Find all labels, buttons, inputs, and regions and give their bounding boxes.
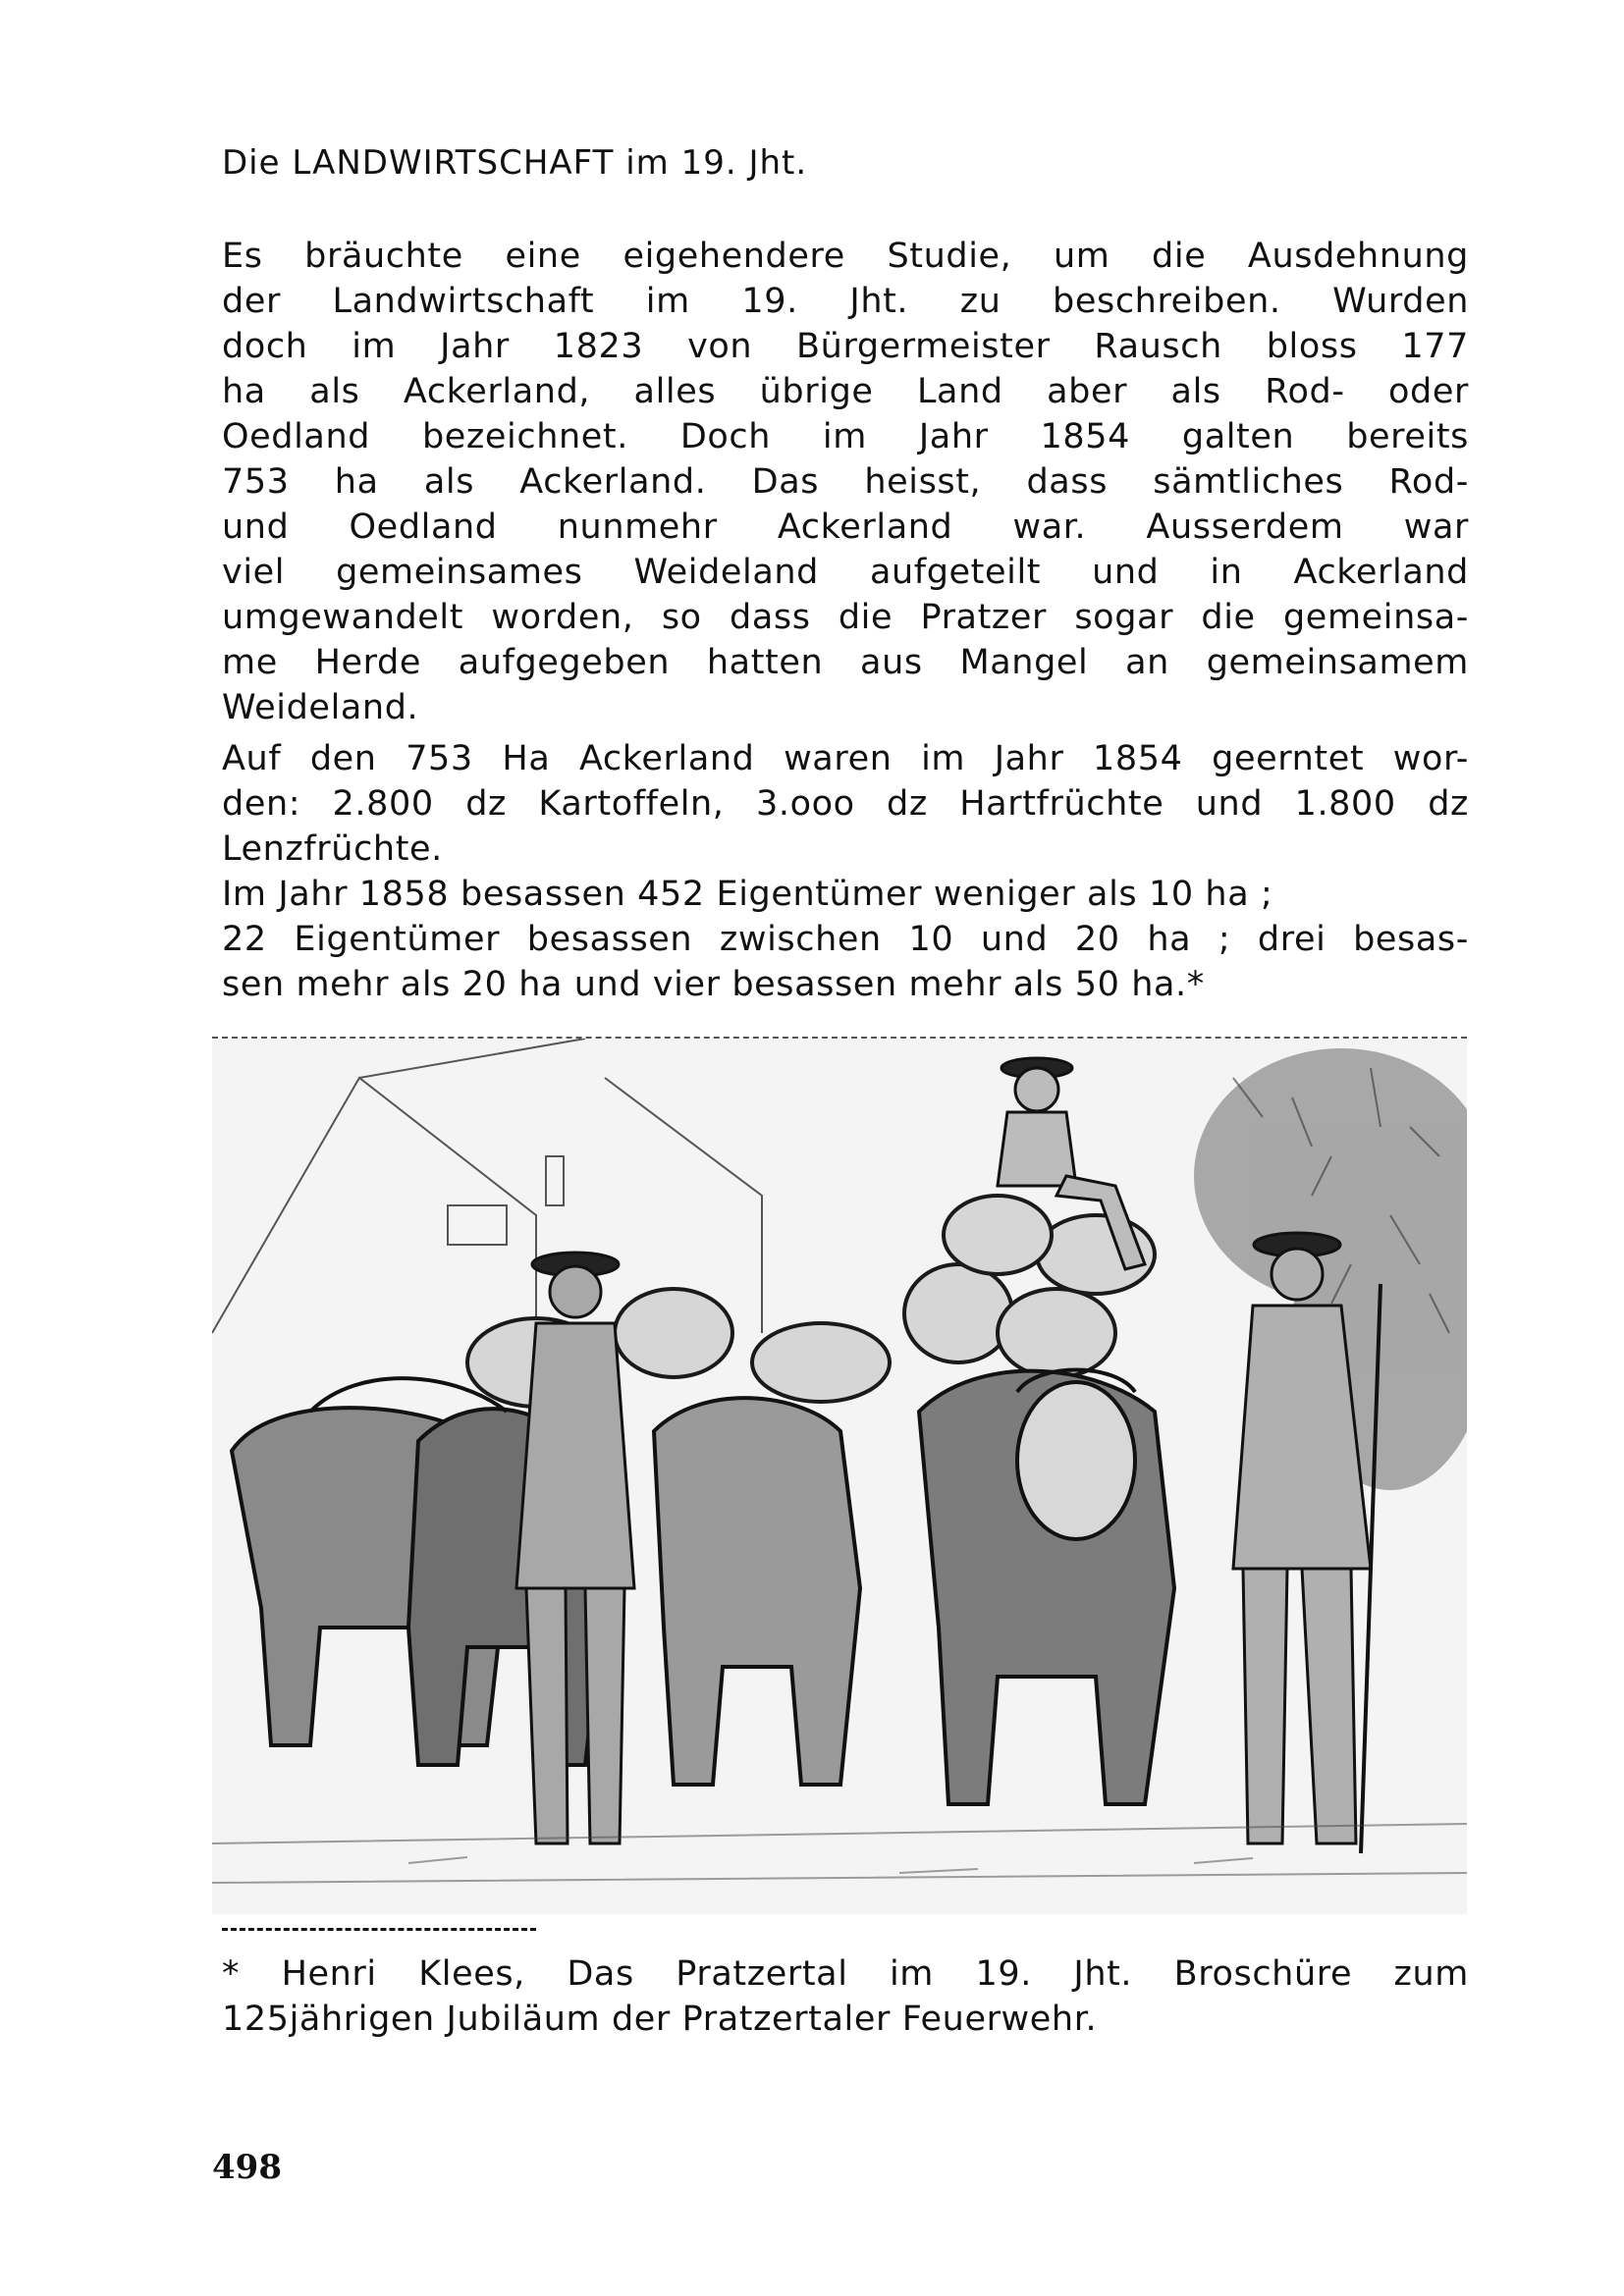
paragraph xyxy=(222,736,1469,872)
text-line: 753 ha als Ackerland. Das heisst, dass sämtliches Rod- xyxy=(222,462,1469,502)
footnote-line: * Henri Klees, Das Pratzertal im 19. Jht. Broschüre zum xyxy=(222,1954,1469,1994)
paragraph xyxy=(222,872,1469,1007)
page-title: Die LANDWIRTSCHAFT im 19. Jht. xyxy=(222,143,808,183)
body-text xyxy=(222,234,1469,1007)
text-line: Auf den 753 Ha Ackerland waren im Jahr 1854 geerntet wor- xyxy=(222,739,1469,778)
text-line: doch im Jahr 1823 von Bürgermeister Rausch bloss 177 xyxy=(222,327,1469,366)
text-line: der Landwirtschaft im 19. Jht. zu beschreiben. Wurden xyxy=(222,282,1469,321)
text-line: Weideland. xyxy=(222,688,419,727)
text-line: Es bräuchte eine eigehendere Studie, um die Ausdehnung xyxy=(222,237,1469,276)
footnote-line: 125jährigen Jubiläum der Pratzertaler Feuerwehr. xyxy=(222,2000,1098,2039)
historical-photo-ox-cart xyxy=(212,1037,1467,1914)
footnote xyxy=(222,1951,1469,2042)
text-line: Lenzfrüchte. xyxy=(222,829,443,869)
text-line: viel gemeinsames Weideland aufgeteilt und in Ackerland xyxy=(222,553,1469,592)
text-line: Im Jahr 1858 besassen 452 Eigentümer weniger als 10 ha ; xyxy=(222,875,1273,914)
text-line: den: 2.800 dz Kartoffeln, 3.ooo dz Hartfrüchte und 1.800 dz xyxy=(222,784,1469,824)
footnote-divider xyxy=(222,1928,536,1931)
paragraph xyxy=(222,234,1469,730)
text-line: umgewandelt worden, so dass die Pratzer sogar die gemeinsa- xyxy=(222,598,1469,637)
text-line: ha als Ackerland, alles übrige Land aber als Rod- oder xyxy=(222,372,1469,411)
page-number: 498 xyxy=(212,2148,282,2187)
text-line: sen mehr als 20 ha und vier besassen mehr als 50 ha.* xyxy=(222,965,1205,1004)
text-line: Oedland bezeichnet. Doch im Jahr 1854 galten bereits xyxy=(222,417,1469,456)
text-line: me Herde aufgegeben hatten aus Mangel an gemeinsamem xyxy=(222,643,1469,682)
text-line: 22 Eigentümer besassen zwischen 10 und 20 ha ; drei besas- xyxy=(222,920,1469,959)
text-line: und Oedland nunmehr Ackerland war. Ausserdem war xyxy=(222,507,1469,547)
